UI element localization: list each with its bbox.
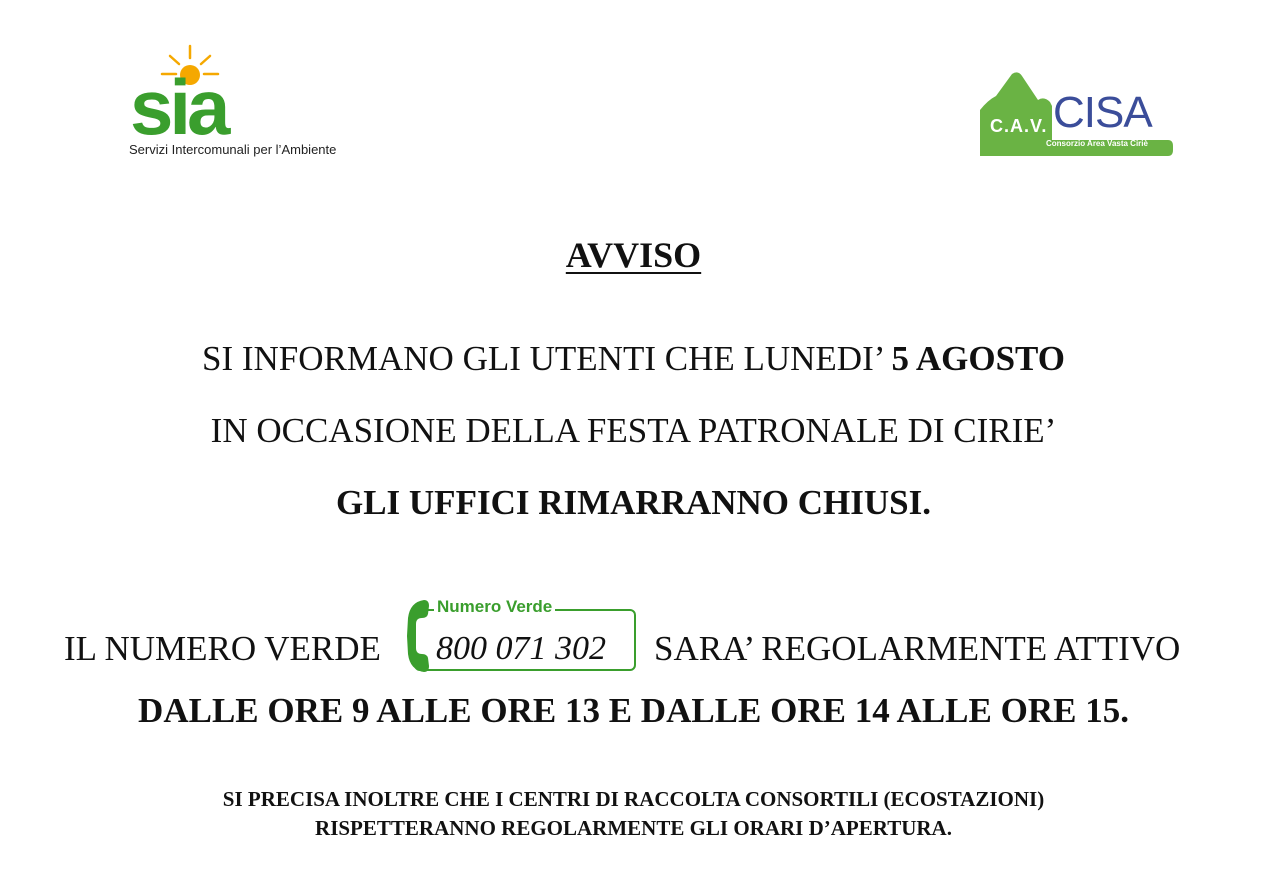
cisa-prefix: C.A.V. <box>990 116 1048 136</box>
notice-line-3: GLI UFFICI RIMARRANNO CHIUSI. <box>335 483 932 522</box>
numero-verde-label: Numero Verde <box>434 597 555 617</box>
notice-line-1-prefix: SI INFORMANO GLI UTENTI CHE LUNEDI’ <box>202 339 892 378</box>
phone-suffix-text: SARA’ REGOLARMENTE ATTIVO <box>654 629 1181 668</box>
notice-line-1 <box>0 338 1267 380</box>
cisa-subtitle: Consorzio Area Vasta Ciriè <box>1046 139 1148 148</box>
phone-prefix-text: IL NUMERO VERDE <box>64 629 381 668</box>
notice-line-2: IN OCCASIONE DELLA FESTA PATRONALE DI CIRIE’ <box>210 411 1057 450</box>
phone-handset-icon <box>402 598 432 674</box>
notice-title <box>0 234 1267 276</box>
notice-title-text: AVVISO <box>565 235 702 275</box>
footnote-line-1: SI PRECISA INOLTRE CHE I CENTRI DI RACCOLTA CONSORTILI (ECOSTAZIONI) <box>222 787 1045 811</box>
sia-wordmark: sia <box>130 63 227 151</box>
cisa-name: CISA <box>1053 88 1152 137</box>
numero-verde-number: 800 071 302 <box>436 630 606 667</box>
notice-date: 5 AGOSTO <box>891 339 1065 378</box>
sia-tagline: Servizi Intercomunali per l’Ambiente <box>129 142 337 157</box>
opening-hours: DALLE ORE 9 ALLE ORE 13 E DALLE ORE 14 ALLE ORE 15. <box>138 691 1129 730</box>
footnote-line-2: RISPETTERANNO REGOLARMENTE GLI ORARI D’APERTURA. <box>315 816 952 840</box>
